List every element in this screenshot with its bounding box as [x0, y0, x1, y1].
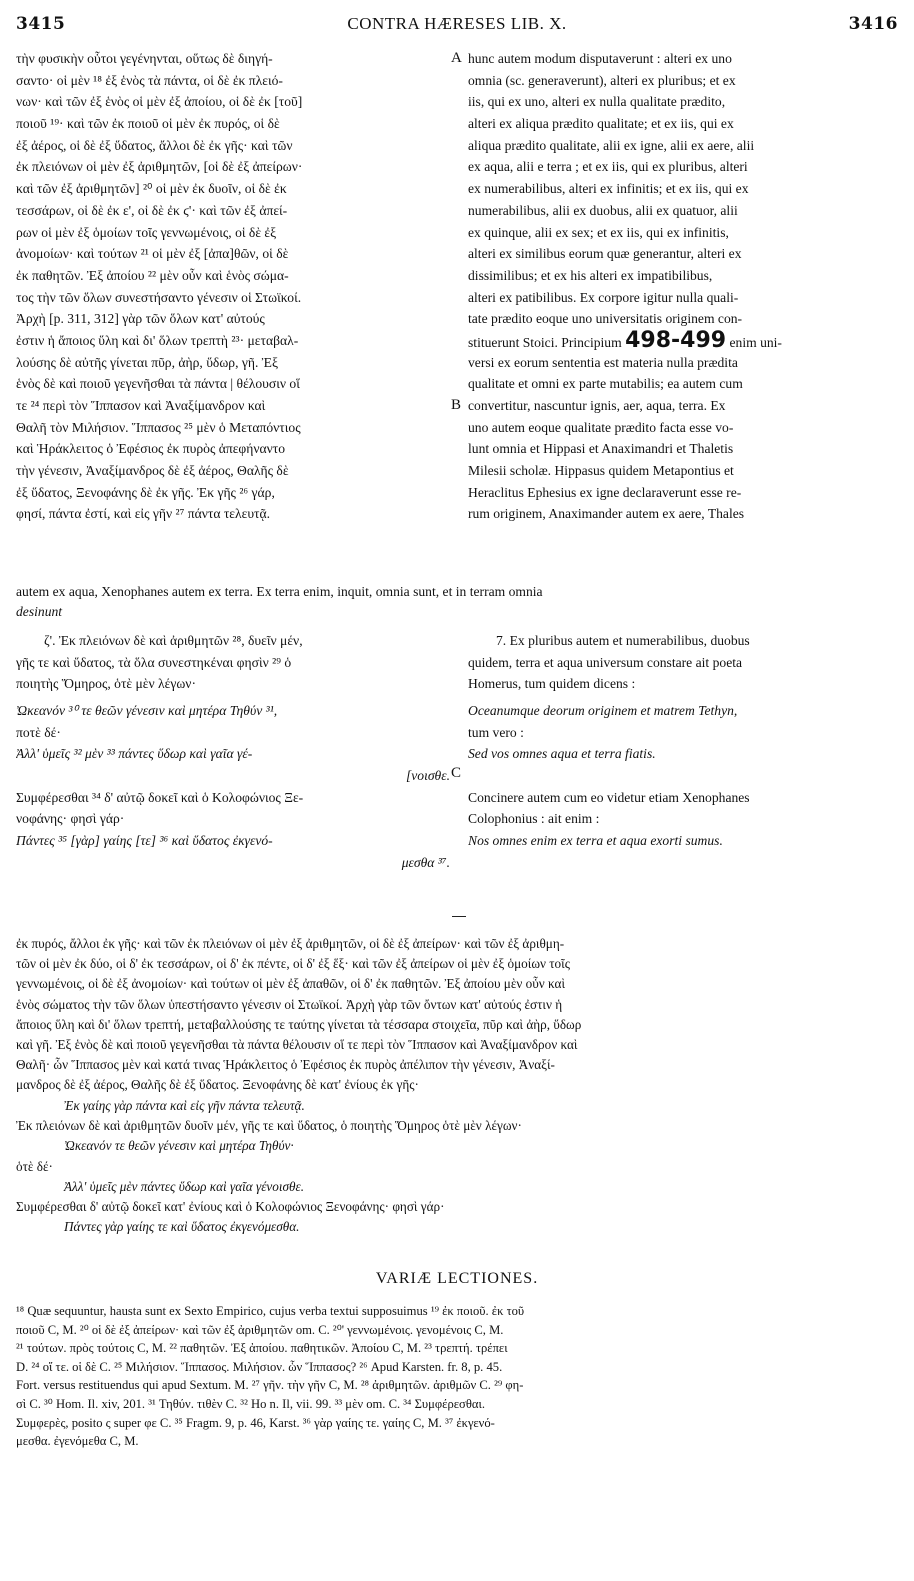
latin-line-text: ex numerabilibus, alteri ex infinitis; et ex iis, qui ex	[468, 181, 749, 197]
latin-line-text: alteri ex aliqua prædito qualitate; et ex iis, qui ex	[468, 116, 734, 132]
latin-line-text: lunt omnia et Hippasi et Anaximandri et Thaletis	[468, 441, 734, 457]
latin-line: Homerus, tum quidem dicens :	[468, 676, 636, 692]
latin-column-upper	[468, 48, 898, 525]
lower-verse-line: ὁτὲ δέ·	[16, 1158, 53, 1174]
greek-line: ζ'. Ἐκ πλειόνων δὲ καὶ ἀριθμητῶν ²⁸, δυεῖν μέν,	[44, 633, 303, 648]
lower-verse-line: Ἐκ πλειόνων δὲ καὶ ἀριθμητῶν δυοῖν μέν, γῆς τε καὶ ὕδατος, ὁ ποιητὴς Ὅμηρος ὁτὲ μὲν λέγων·	[16, 1118, 522, 1134]
latin-verse-line	[468, 852, 898, 874]
greek-verse-line: Πάντες ³⁵ [γὰρ] γαίης [τε] ³⁶ καὶ ὕδατος ἐκγενό-	[16, 833, 273, 849]
latin-line	[468, 482, 898, 504]
greek-verse-line: Ἀλλ' ὑμεῖς ³² μὲν ³³ πάντες ὕδωρ καὶ γαῖα γέ-	[16, 746, 253, 762]
latin-line	[468, 438, 898, 460]
note-line: ²¹ τούτων. πρὸς τούτοις C, M. ²² παθητῶν. Ἐξ ἀποίου. παθητικῶν. Ἀποίου C, M. ²³ τρεπτή. τρέπει	[16, 1341, 508, 1356]
latin-verse-line: tum vero :	[468, 724, 524, 740]
note-line: Fort. versus restituendus qui apud Sextum. M. ²⁷ γῆν. τὴν γῆν C, M. ²⁸ ἀριθμητῶν. ἀριθμῶν C. ²⁹ φη-	[16, 1378, 524, 1393]
latin-line-text: alteri ex patibilibus. Ex corpore igitur nulla quali-	[468, 289, 739, 305]
variae-lectiones-heading: VARIÆ LECTIONES.	[375, 1270, 539, 1287]
greek-line: ἐκ παθητῶν. Ἐξ ἀποίου ²² μὲν οὖν καὶ ἑνὸς σώμα-	[16, 267, 289, 283]
latin-line	[468, 287, 898, 309]
latin-line	[468, 70, 898, 92]
greek-line: ἐκ πλειόνων οἱ μὲν ἐξ ἀριθμητῶν, [οἱ δὲ ἐξ ἀπείρων·	[16, 159, 303, 175]
greek-column-upper	[16, 48, 450, 525]
greek-line: ἐξ ὕδατος, Ξενοφάνης δὲ ἐκ γῆς. Ἐκ γῆς ²⁶ γάρ,	[16, 484, 275, 500]
latin-line	[468, 91, 898, 113]
greek-verse-line: Ὠκεανόν ³⁰ τε θεῶν γένεσιν καὶ μητέρα Τηθύν ³¹,	[16, 703, 278, 718]
latin-line	[468, 156, 898, 178]
column-number: 498-499	[625, 329, 727, 352]
latin-verses	[468, 700, 898, 874]
latin-verse-line: Sed vos omnes aqua et terra fiatis.	[468, 746, 656, 762]
lower-line: ἐκ πυρός, ἄλλοι ἐκ γῆς· καὶ τῶν ἐκ πλειόνων οἱ μὲν ἐξ ἀριθμητῶν, οἱ δὲ ἐξ ἀπείρων· καὶ τῶν ἐξ ἀριθμη-	[16, 936, 565, 951]
greek-line: τε ²⁴ περὶ τὸν Ἵππασον καὶ Ἀναξίμανδρον καὶ	[16, 398, 266, 413]
greek-line: ἑνὸς δὲ καὶ ποιοῦ γεγενῆσθαι τὰ πάντα | θέλουσιν οἵ	[16, 376, 300, 392]
latin-line	[468, 243, 898, 265]
latin-line-text: uno autem eoque qualitate prædito facta esse vo-	[468, 419, 734, 435]
latin-verse-line	[468, 765, 898, 787]
latin-line-text: omnia (sc. generaverunt), alteri ex pluribus; et ex	[468, 72, 736, 88]
variant-notes	[16, 1302, 898, 1451]
greek-line: ρων οἱ μὲν ἐξ ὁμοίων τοῖς γεννωμένοις, οἱ δὲ ἐξ	[16, 224, 277, 240]
greek-verses	[16, 700, 450, 874]
latin-line-text: numerabilibus, alii ex duobus, alii ex quatuor, alii	[468, 202, 738, 218]
latin-line	[468, 352, 898, 374]
lower-line: ἄποιος ὕλη καὶ δι' ὅλων τρεπτή, μεταβαλλούσης τε ταύτης γίνεται τὰ τέσσαρα στοιχεῖα, πῦρ καὶ ἀὴρ, ὕδωρ	[16, 1016, 582, 1032]
lower-greek-verses	[16, 1096, 898, 1237]
lower-line: μανδρος δὲ ἐξ ἀέρος, Θαλῆς δὲ ἐξ ὕδατος. Ξενοφάνης δὲ κατ' ἐνίους ἐκ γῆς·	[16, 1077, 419, 1093]
latin-line	[468, 113, 898, 135]
lower-verse-line: Ἀλλ' ὑμεῖς μὲν πάντες ὕδωρ καὶ γαῖα γένοισθε.	[64, 1178, 305, 1194]
running-title: CONTRA HÆRESES LIB. X.	[347, 14, 567, 33]
latin-line	[468, 265, 898, 287]
latin-line: quidem, terra et aqua universum constare ait poeta	[468, 654, 743, 670]
margin-letter-c: C	[451, 765, 462, 781]
greek-verse-line: [νοισθε.	[405, 768, 450, 784]
latin-line: 7. Ex pluribus autem et numerabilibus, duobus	[496, 633, 750, 648]
latin-verse-line: Oceanumque deorum originem et matrem Tethyn,	[468, 703, 738, 718]
note-line: Συμφερὲς, posito ς super φε C. ³⁵ Fragm. 9, p. 46, Karst. ³⁶ γὰρ γαίης τε. γαίης C, M. ³⁷ ἐκγενό-	[16, 1415, 495, 1430]
span-line-block	[16, 582, 898, 622]
latin-line	[468, 222, 898, 244]
span-line: autem ex aqua, Xenophanes autem ex terra. Ex terra enim, inquit, omnia sunt, et in terram omnia	[16, 584, 543, 599]
latin-line	[468, 330, 898, 352]
greek-line: τος τὴν τῶν ὅλων συνεστήσαντο γένεσιν οἱ Στωϊκοί.	[16, 289, 302, 305]
note-line: D. ²⁴ οἵ τε. οἱ δὲ C. ²⁵ Μιλήσιον. Ἵππασος. Μιλήσιον. ὧν Ἵππασος? ²⁶ Apud Karsten. fr. 8, p. 45.	[16, 1359, 503, 1374]
latin-line-text: iis, qui ex uno, alteri ex nulla qualitate prædito,	[468, 94, 726, 110]
greek-line: νων· καὶ τῶν ἐξ ἑνὸς οἱ μὲν ἐξ ἀποίου, οἱ δὲ ἐκ [τοῦ]	[16, 94, 303, 110]
span-line-end: desinunt	[16, 604, 63, 619]
latin-line-text: hunc autem modum disputaverunt : alteri ex uno	[468, 51, 732, 66]
latin-verse-line: Concinere autem cum eo videtur etiam Xenophanes	[468, 789, 750, 805]
latin-verse-line: Nos omnes enim ex terra et aqua exorti sumus.	[468, 833, 723, 849]
greek-line: σαντο· οἱ μὲν ¹⁸ ἐξ ἑνὸς τὰ πάντα, οἱ δὲ ἐκ πλειό-	[16, 72, 283, 88]
lower-verse-line: Ἐκ γαίης γὰρ πάντα καὶ εἰς γῆν πάντα τελευτᾷ.	[64, 1098, 305, 1113]
lower-line: ἑνὸς σώματος τὴν τῶν ὅλων ὑπεστήσαντο γένεσιν οἱ Στωϊκοί. Ἀρχὴ γὰρ τῶν ὄντων κατ' αὐτούς ἐστιν ἡ	[16, 996, 563, 1012]
lower-line: καὶ γῆ. Ἐξ ἑνὸς δὲ καὶ ποιοῦ γεγενῆσθαι τὰ πάντα θέλουσιν οἵ τε περὶ τὸν Ἵππασον καὶ Ἀναξίμανδρον καὶ	[16, 1036, 578, 1052]
greek-column-section-7	[16, 630, 450, 695]
greek-line: τεσσάρων, οἱ δὲ ἐκ ε', οἱ δὲ ἐκ ϛ'· καὶ τῶν ἐξ ἀπεί-	[16, 202, 288, 218]
latin-line-tail: enim uni-	[729, 334, 782, 350]
latin-line	[468, 395, 898, 417]
latin-line	[468, 48, 898, 70]
greek-verse-line: Συμφέρεσθαι ³⁴ δ' αὐτῷ δοκεῖ καὶ ὁ Κολοφώνιος Ξε-	[16, 789, 304, 805]
latin-line-text: convertitur, nascuntur ignis, aer, aqua, terra. Ex	[468, 398, 726, 413]
greek-line: γῆς τε καὶ ὕδατος, τὰ ὅλα συνεστηκέναι φησὶν ²⁹ ὁ	[16, 654, 292, 670]
latin-line	[468, 135, 898, 157]
greek-line: ἀνομοίων· καὶ τούτων ²¹ οἱ μὲν ἐξ [ἀπα]θῶν, οἱ δὲ	[16, 246, 289, 262]
lower-verse-line: Ὠκεανόν τε θεῶν γένεσιν καὶ μητέρα Τηθύν·	[64, 1138, 294, 1154]
greek-line: λούσης δὲ αὐτῆς γίνεται πῦρ, ἀὴρ, ὕδωρ, γῆ. Ἐξ	[16, 354, 279, 370]
lower-verse-line: Πάντες γὰρ γαίης τε καὶ ὕδατος ἐκγενόμεσθα.	[64, 1219, 300, 1235]
latin-line-text: Heraclitus Ephesius ex igne declaraverunt esse re-	[468, 484, 742, 500]
latin-line	[468, 417, 898, 439]
greek-verse-line: νοφάνης· φησὶ γάρ·	[16, 811, 125, 827]
left-page-number: 3415	[16, 14, 66, 34]
greek-verse-line: ποτὲ δέ·	[16, 724, 61, 740]
latin-line-text: rum originem, Anaximander autem ex aere, Thales	[468, 506, 745, 522]
greek-line: ποιητὴς Ὅμηρος, ὁτὲ μὲν λέγων·	[16, 676, 196, 692]
latin-line	[468, 200, 898, 222]
greek-line: ἐξ ἀέρος, οἱ δὲ ἐξ ὕδατος, ἄλλοι δὲ ἐκ γῆς· καὶ τῶν	[16, 137, 293, 153]
latin-line-text: ex aqua, alii e terra ; et ex iis, qui ex pluribus, alteri	[468, 159, 748, 175]
running-header	[16, 14, 898, 40]
greek-line: ἐστιν ἡ ἄποιος ὕλη καὶ δι' ὅλων τρεπτὴ ²³· μεταβαλ-	[16, 332, 299, 348]
lower-line: Θαλῆ· ὧν Ἵππασος μὲν καὶ κατά τινας Ἡράκλειτος ὁ Ἐφέσιος ἐκ πυρὸς ἀπέλιπον τὴν γένεσιν, Ἀναξί-	[16, 1057, 555, 1073]
latin-line	[468, 503, 898, 525]
lower-line: γεννωμένοις, οἱ δὲ ἐξ ἀνομοίων· καὶ τούτων οἱ μὲν ἐξ ἀπαθῶν, οἱ δ' ἐκ παθητῶν. Ἐξ ἀποίου μὲν οὖν καὶ	[16, 976, 566, 992]
latin-line-text: alteri ex similibus eorum quæ generantur, alteri ex	[468, 246, 742, 262]
latin-line	[468, 373, 898, 395]
note-line: ποιοῦ C, M. ²⁰ οἱ δὲ ἐξ ἀπείρων· καὶ τῶν ἐξ ἀριθμητῶν om. C. ²⁰' γεννωμένοις. γενομένοις C, M.	[16, 1322, 504, 1337]
latin-line-text: qualitate et omni ex parte mutabilis; ea autem cum	[468, 376, 743, 392]
note-line: μεσθα. ἐγενόμεθα C, M.	[16, 1434, 139, 1449]
latin-line	[468, 460, 898, 482]
lower-verse-line: Συμφέρεσθαι δ' αὐτῷ δοκεῖ κατ' ἐνίους καὶ ὁ Κολοφώνιος Ξενοφάνης· φησὶ γάρ·	[16, 1198, 445, 1214]
latin-line-text: versi ex eorum sententia est materia nulla prædita	[468, 354, 738, 370]
right-page-number: 3416	[848, 14, 898, 34]
latin-line-text: ex quinque, alii ex sex; et ex iis, qui ex infinitis,	[468, 224, 729, 240]
greek-line: τὴν γένεσιν, Ἀναξίμανδρος δὲ ἐξ ἀέρος, Θαλῆς δὲ	[16, 463, 289, 479]
latin-line-text: tate prædito eoque uno universitatis originem con-	[468, 311, 743, 327]
latin-column-section-7	[468, 630, 898, 695]
greek-line: τὴν φυσικὴν οὗτοι γεγένηνται, οὕτως δὲ διηγή-	[16, 51, 273, 66]
latin-line-text: dissimilibus; et ex his alteri ex impatibilibus,	[468, 267, 713, 283]
margin-letter-a: A	[451, 50, 462, 66]
margin-letter-b: B	[451, 397, 462, 413]
latin-line	[468, 178, 898, 200]
lower-greek-text	[16, 934, 898, 1096]
latin-line-text: Milesii scholæ. Hippasus quidem Metapontius et	[468, 463, 734, 479]
greek-line: καὶ Ἡράκλειτος ὁ Ἐφέσιος ἐκ πυρὸς ἀπεφήναντο	[16, 441, 286, 457]
latin-verse-line: Colophonius : ait enim :	[468, 811, 600, 827]
greek-line: καὶ τῶν ἐξ ἀριθμητῶν] ²⁰ οἱ μὲν ἐκ δυοῖν, οἱ δὲ ἐκ	[16, 181, 287, 197]
note-line: ¹⁸ Quæ sequuntur, hausta sunt ex Sexto Empirico, cujus verba textui supposuimus ¹⁹ ἐκ ποιοῦ. ἐκ τοῦ	[16, 1304, 525, 1318]
lower-line: τῶν οἱ μὲν ἐκ δύο, οἱ δ' ἐκ τεσσάρων, οἱ δ' ἐκ πέντε, οἱ δ' ἐξ ἕξ· καὶ τῶν ἐξ ἀπείρων οἱ μὲν ἐξ ὁμοίων τοῖς	[16, 956, 570, 972]
separator-rule	[452, 916, 466, 917]
note-line: σὶ C. ³⁰ Hom. Il. xiv, 201. ³¹ Τηθύν. τιθὲν C. ³² Ho n. Il, vii. 99. ³³ μὲν om. C. ³⁴ Συμφέρεσθαι.	[16, 1396, 485, 1411]
greek-verse-line: μεσθα ³⁷.	[401, 854, 450, 870]
greek-line: Θαλῆ τὸν Μιλήσιον. Ἵππασος ²⁵ μὲν ὁ Μεταπόντιος	[16, 419, 301, 435]
latin-line	[468, 308, 898, 330]
greek-line: φησί, πάντα ἐστί, καὶ εἰς γῆν ²⁷ πάντα τελευτᾷ.	[16, 506, 271, 522]
latin-line-text: stituerunt Stoici. Principium	[468, 334, 622, 350]
greek-line: ποιοῦ ¹⁹· καὶ τῶν ἐκ ποιοῦ οἱ μὲν ἐκ πυρός, οἱ δὲ	[16, 116, 280, 132]
greek-line: Ἀρχὴ [p. 311, 312] γὰρ τῶν ὅλων κατ' αὐτούς	[16, 311, 265, 327]
latin-line-text: aliqua prædito qualitate, alii ex igne, alii ex aere, alii	[468, 137, 755, 153]
